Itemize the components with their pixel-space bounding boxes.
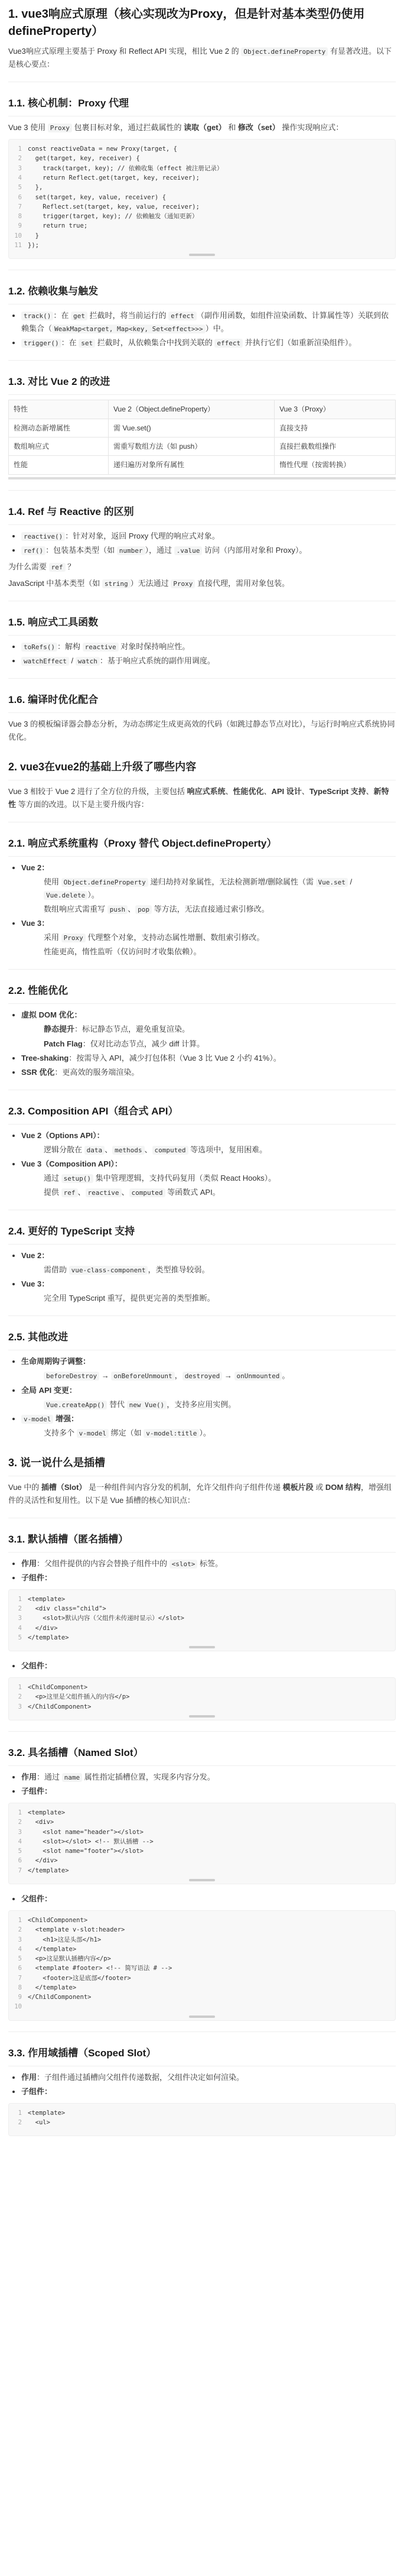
table-row — [9, 419, 396, 437]
code-block-proxy[interactable] — [8, 139, 396, 259]
section-2-4-heading: 2.4. 更好的 TypeScript 支持 — [8, 1223, 396, 1245]
list-item: • reactive() ：针对对象，返回 Proxy 代理的响应式对象。 — [21, 530, 396, 543]
section-1-6-text: Vue 3 的模板编译器会静态分析，为动态绑定生成更高效的代码（如跳过静态节点对比），与运行时响应式系统协同优化。 — [8, 719, 395, 742]
list-item: • toRefs() ：解构 reactive 对象时保持响应性。 — [21, 640, 396, 653]
code-block-named-child[interactable]: 1 <template> 2 <div> 3 <slot name="header"></slot> 4 <slot></slot> <!-- 默认插槽 --> 5 <slot name="footer"></slot> 6 </div> 7 </template> — [8, 1803, 396, 1884]
code-scrollbar[interactable] — [189, 254, 215, 256]
code-scrollbar[interactable] — [189, 1715, 215, 1718]
code-line: 4 return Reflect.get(target, key, receiver); — [18, 174, 200, 182]
named-slot-list — [8, 1771, 396, 1798]
other-improvements-list — [8, 1355, 396, 1440]
table-scrollbar[interactable] — [8, 477, 396, 479]
default-slot-list — [8, 1557, 396, 1585]
code-line: 7 Reflect.set(target, key, value, receiver); — [18, 203, 200, 210]
scoped-slot-list — [8, 2071, 396, 2098]
divider — [8, 360, 396, 361]
section-1-3-heading: 1.3. 对比 Vue 2 的改进 — [8, 374, 396, 395]
code-line: 8 trigger(target, key); // 依赖触发（通知更新） — [18, 213, 198, 221]
table-cell: 需 Vue.set() — [109, 419, 275, 437]
ref-answer: JavaScript 中基本类型（如 string ）无法通过 Proxy 直接代理，需用对象包装。 — [8, 578, 290, 588]
code-line: 5 }, — [18, 184, 43, 192]
section-3-1-heading: 3.1. 默认插槽（匿名插槽） — [8, 1531, 396, 1553]
code-line: 6 set(target, key, value, receiver) { — [18, 193, 166, 201]
table-cell: 直接支持 — [275, 419, 396, 437]
table-cell: 递归遍历对象所有属性 — [109, 456, 275, 474]
section-1-6-heading: 1.6. 编译时优化配合 — [8, 692, 396, 713]
list-item: • Vue 3（Composition API）： 通过 setup() 集中管理逻辑，支持代码复用（类似 React Hooks）。 提供 ref 、 reactive 、 computed 等函数式 API。 — [21, 1158, 396, 1199]
list-item: • ref() ：包装基本类型（如 number ），通过 .value 访问（内部用对象和 Proxy）。 — [21, 544, 396, 557]
table-cell: 数组响应式 — [9, 437, 109, 455]
inline-code: Object.defineProperty — [241, 47, 328, 56]
list-item: • Vue 3： 采用 Proxy 代理整个对象，支持动态属性增删、数组索引修改。 性能更高，惰性监听（仅访问时才收集依赖）。 — [21, 917, 396, 958]
typescript-list — [8, 1249, 396, 1305]
list-item: • track() ：在 get 拦截时，将当前运行的 effect （副作用函数，如组件渲染函数、计算属性等）关联到依赖集合（ WeakMap<target, Map<key, Set<effect>>> ）中。 — [21, 309, 396, 335]
divider — [8, 969, 396, 970]
list-item: • 父组件： — [21, 1660, 396, 1673]
list-item: • SSR 优化：更高效的服务端渲染。 — [21, 1066, 396, 1079]
section-2-3-heading: 2.3. Composition API（组合式 API） — [8, 1103, 396, 1125]
table-cell: 需重写数组方法（如 push） — [109, 437, 275, 455]
section-2-5-heading: 2.5. 其他改进 — [8, 1329, 396, 1350]
page-title: 1. vue3响应式原理（核心实现改为Proxy，但是针对基本类型仍使用defineProperty） — [8, 8, 365, 38]
list-item: • 子组件： — [21, 1785, 396, 1798]
list-item: • 子组件： — [21, 2085, 396, 2098]
code-line: 3 track(target, key); // 依赖收集（effect 被注册记录） — [18, 164, 223, 172]
code-block-scoped-child[interactable]: 1 <template> 2 <ul> — [8, 2103, 396, 2137]
list-item: • 父组件： — [21, 1893, 396, 1906]
table-cell: 直接拦截数组操作 — [275, 437, 396, 455]
reactivity-list — [8, 861, 396, 959]
table-header: 特性 — [9, 400, 109, 419]
code-line: 11 }); — [14, 241, 39, 249]
table-row — [9, 456, 396, 474]
table-cell: 惰性代理（按需转换） — [275, 456, 396, 474]
section-1-1-text: Vue 3 使用 Proxy 包裹目标对象，通过拦截属性的 读取（get） 和 修改（set） 操作实现响应式： — [8, 123, 344, 132]
table-header-row — [9, 400, 396, 419]
section-1-1-heading: 1.1. 核心机制：Proxy 代理 — [8, 95, 396, 116]
code-block-default-child[interactable]: 1 <template> 2 <div class="child"> 3 <slot>默认内容（父组件未传递时显示）</slot> 4 </div> 5 </template> — [8, 1589, 396, 1651]
section-1-2-heading: 1.2. 依赖收集与触发 — [8, 283, 396, 304]
list-item: • Vue 2： 使用 Object.defineProperty 递归劫持对象属性，无法检测新增/删除属性（需 Vue.set / Vue.delete ）。 数组响应式需重写 push 、 pop 等方法，无法直接通过索引修改。 — [21, 861, 396, 916]
section-3-2-heading: 3.2. 具名插槽（Named Slot） — [8, 1745, 396, 1766]
list-item: • Vue 3： 完全用 TypeScript 重写，提供更完善的类型推断。 — [21, 1278, 396, 1305]
code-line: 1 const reactiveData = new Proxy(target, { — [18, 145, 177, 153]
inline-code: Proxy — [48, 124, 72, 132]
tools-list — [8, 640, 396, 668]
section-1-5-heading: 1.5. 响应式工具函数 — [8, 614, 396, 636]
section-2-1-heading: 2.1. 响应式系统重构（Proxy 替代 Object.defineProperty） — [8, 835, 396, 857]
section-3-3-heading: 3.3. 作用域插槽（Scoped Slot） — [8, 2045, 396, 2066]
divider — [8, 490, 396, 491]
bold-text: 修改（set） — [237, 123, 280, 132]
dependency-list — [8, 309, 396, 349]
section-2-title: 2. vue3在vue2的基础上升级了哪些内容 — [8, 758, 396, 780]
section-3-intro: Vue 中的 插槽（Slot） 是一种组件间内容分发的机制，允许父组件向子组件传递 模板片段 或 DOM 结构，增强组件的灵活性和复用性。以下是 Vue 插槽的核心知识点： — [8, 1482, 392, 1505]
list-item: • Vue 2： 需借助 vue-class-component ，类型推导较弱。 — [21, 1249, 396, 1276]
list-item: • 作用：父组件提供的内容会替换子组件中的 <slot> 标签。 — [21, 1557, 396, 1570]
divider — [8, 1731, 396, 1732]
code-scrollbar[interactable] — [189, 2016, 215, 2018]
table-header: Vue 2（Object.defineProperty） — [109, 400, 275, 419]
divider — [8, 1315, 396, 1316]
section-2-2-heading: 2.2. 性能优化 — [8, 983, 396, 1004]
list-item: • 虚拟 DOM 优化： 静态提升：标记静态节点，避免重复渲染。 Patch Flag：仅对比动态节点，减少 diff 计算。 — [21, 1009, 396, 1050]
code-scrollbar[interactable] — [189, 1879, 215, 1881]
divider — [8, 2031, 396, 2032]
section-2-intro: Vue 3 相较于 Vue 2 进行了全方位的升级，主要包括 响应式系统、性能优化、API 设计、TypeScript 支持、新特性 等方面的改进。以下是主要升级内容： — [8, 786, 389, 809]
table-row — [9, 437, 396, 455]
list-item: • v-model 增强： 支持多个 v-model 绑定（如 v-model:title ）。 — [21, 1412, 396, 1440]
list-item: • watchEffect / watch ：基于响应式系统的副作用调度。 — [21, 654, 396, 668]
list-item: • Vue 2（Options API）： 逻辑分散在 data 、 methods 、 computed 等选项中，复用困难。 — [21, 1129, 396, 1156]
list-item: • 全局 API 变更： Vue.createApp() 替代 new Vue() ，支持多应用实例。 — [21, 1384, 396, 1411]
performance-list — [8, 1009, 396, 1078]
table-header: Vue 3（Proxy） — [275, 400, 396, 419]
code-line: 2 get(target, key, receiver) { — [18, 155, 140, 163]
section-3-title: 3. 说一说什么是插槽 — [8, 1454, 396, 1476]
list-item: • 作用：通过 name 属性指定插槽位置，实现多内容分发。 — [21, 1771, 396, 1784]
table-cell: 性能 — [9, 456, 109, 474]
ref-reactive-list — [8, 530, 396, 557]
comparison-table — [8, 400, 396, 475]
section-1-4-heading: 1.4. Ref 与 Reactive 的区别 — [8, 504, 396, 525]
list-item: • 生命周期钩子调整： beforeDestroy → onBeforeUnmount ， destroyed → onUnmounted 。 — [21, 1355, 396, 1382]
table-cell: 检测动态新增属性 — [9, 419, 109, 437]
code-block-named-parent[interactable]: 1 <ChildComponent> 2 <template v-slot:header> 3 <h1>这是头部</h1> 4 </template> 5 <p>这是默认插槽内容</p> 6 <template #footer> <!-- 简写语法 # --> 7 <footer>这是底部</footer> 8 </template> 9 </ChildComponent> 10 — [8, 1910, 396, 2021]
list-item: • 作用：子组件通过插槽向父组件传递数据，父组件决定如何渲染。 — [21, 2071, 396, 2084]
bold-text: 读取（get） — [184, 123, 226, 132]
list-item: • Tree-shaking：按需导入 API，减少打包体积（Vue 3 比 Vue 2 小约 41%）。 — [21, 1052, 396, 1065]
divider — [8, 678, 396, 679]
composition-list — [8, 1129, 396, 1199]
list-item: • 子组件： — [21, 1571, 396, 1585]
code-block-default-parent[interactable]: 1 <ChildComponent> 2 <p>这里是父组件插入的内容</p> 3 </ChildComponent> — [8, 1677, 396, 1720]
list-item: • trigger() ：在 set 拦截时，从依赖集合中找到关联的 effect 并执行它们（如重新渲染组件）。 — [21, 336, 396, 349]
code-scrollbar[interactable] — [189, 1646, 215, 1648]
code-line: 10 } — [14, 232, 39, 239]
ref-question: 为什么需要 ref ？ — [8, 562, 76, 571]
code-line: 9 return true; — [18, 222, 88, 230]
intro-paragraph: Vue3响应式原理主要基于 Proxy 和 Reflect API 实现，相比 Vue 2 的 Object.defineProperty 有显著改进。以下是核心要点： — [8, 47, 392, 69]
